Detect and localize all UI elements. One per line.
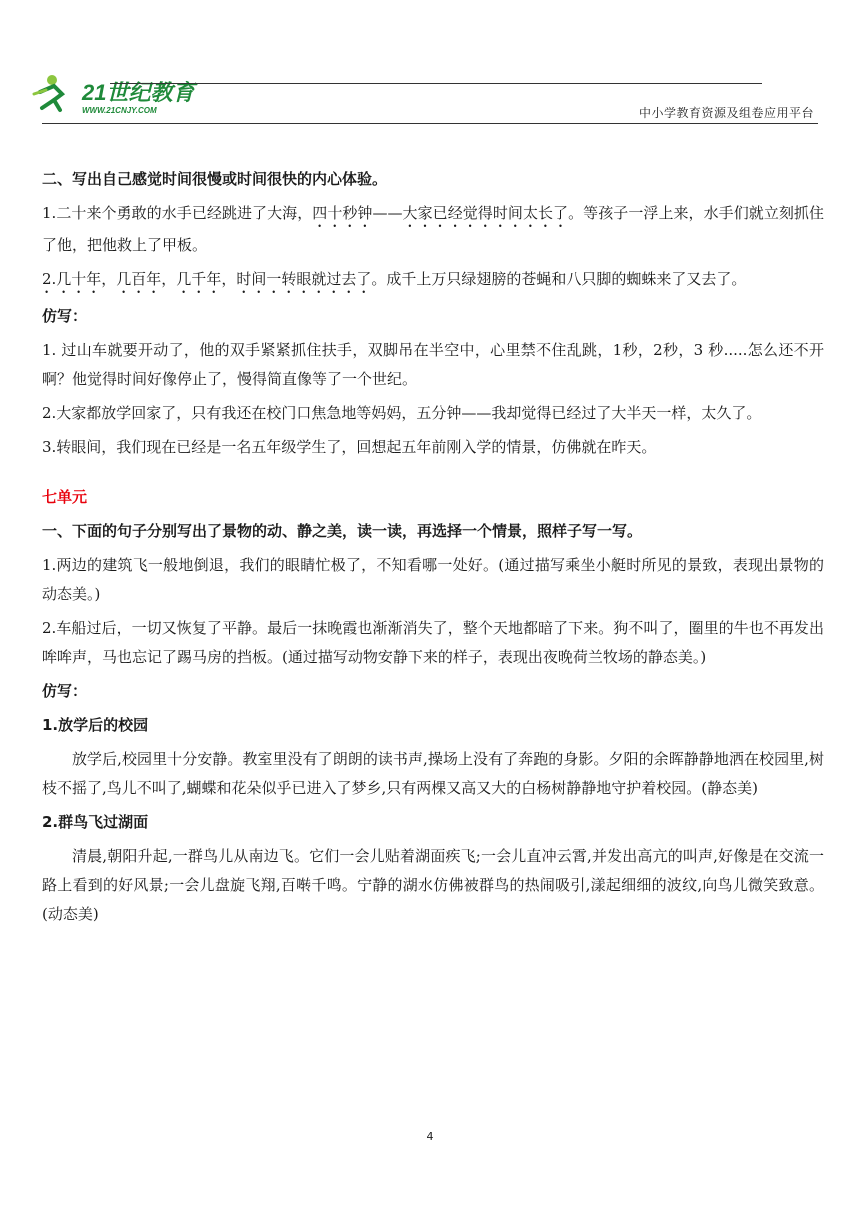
example-1 <box>42 199 824 260</box>
imitate-label: 仿写： <box>42 307 88 325</box>
section-title: 一、下面的句子分别写出了景物的动、静之美，读一读，再选择一个情景，照样子写一写。 <box>42 522 643 540</box>
header-rule-top <box>110 83 762 84</box>
example-1-text: 1.二十来个勇敢的水手已经跳进了大海， <box>42 204 313 222</box>
page-content <box>42 165 824 934</box>
page-number: 4 <box>426 1130 434 1143</box>
imitate-label: 仿写： <box>42 682 88 700</box>
logo-url: WWW.21CNJY.COM <box>82 106 157 115</box>
imitation-1: 1. 过山车就要开动了，他的双手紧紧抓住扶手，双脚吊在半空中，心里禁不住乱跳，1秒，2秒，3 秒.....怎么还不开啊？他觉得时间好像停止了，慢得简直像等了一个世纪。 <box>42 341 824 388</box>
section-title: 二、写出自己感觉时间很慢或时间很快的内心体验。 <box>42 170 388 188</box>
subheading-1: 1.放学后的校园 <box>42 716 149 734</box>
example-1-emphasis: 四十秒钟——大家已经觉得时间太长了 <box>312 204 569 222</box>
example-1: 1.两边的建筑飞一般地倒退，我们的眼睛忙极了，不知看哪一处好。(通过描写乘坐小艇时所见的景致，表现出景物的动态美。) <box>42 556 824 603</box>
page-header <box>0 0 860 130</box>
logo <box>32 70 212 120</box>
example-2-emphasis: 2.几十年，几百年，几千年，时间一转眼就过去了 <box>42 270 372 288</box>
paragraph-1: 放学后,校园里十分安静。教室里没有了朗朗的读书声,操场上没有了奔跑的身影。夕阳的余晖静静地洒在校园里,树枝不摇了,鸟儿不叫了,蝴蝶和花朵似乎已进入了梦乡,只有两棵又高又大的白杨树静静地守护着校园。(静态美) <box>42 750 824 797</box>
paragraph-2: 清晨,朝阳升起,一群鸟儿从南边飞。它们一会儿贴着湖面疾飞;一会儿直冲云霄,并发出高亢的叫声,好像是在交流一路上看到的好风景;一会儿盘旋飞翔,百啭千鸣。宁静的湖水仿佛被群鸟的热闹吸引,漾起细细的波纹,向鸟儿微笑致意。(动态美) <box>42 847 824 923</box>
platform-name: 中小学教育资源及组卷应用平台 <box>638 106 814 120</box>
example-2-text: 。成千上万只绿翅膀的苍蝇和八只脚的蜘蛛来了又去了。 <box>371 270 747 288</box>
example-1-text-end: 。等孩子一浮上来，水手们就立刻抓住了他，把他救上了甲板。 <box>42 204 824 254</box>
example-2: 2.车船过后，一切又恢复了平静。最后一抹晚霞也渐渐消失了，整个天地都暗了下来。狗不叫了，圈里的牛也不再发出哞哞声，马也忘记了踢马房的挡板。(通过描写动物安静下来的样子，表现出夜晚荷兰牧场的静态美。) <box>42 619 824 666</box>
subheading-2: 2.群鸟飞过湖面 <box>42 813 149 831</box>
imitation-3: 3.转眼间，我们现在已经是一名五年级学生了，回想起五年前刚入学的情景，仿佛就在昨天。 <box>42 438 657 456</box>
runner-logo-icon <box>34 75 62 110</box>
header-rule-bottom <box>42 123 818 124</box>
unit-heading: 七单元 <box>42 488 88 506</box>
spacer <box>42 467 824 483</box>
imitation-2: 2.大家都放学回家了，只有我还在校门口焦急地等妈妈，五分钟——我却觉得已经过了大半天一样，太久了。 <box>42 404 762 422</box>
logo-text: 21世纪教育 <box>82 80 195 105</box>
example-2 <box>42 265 824 297</box>
